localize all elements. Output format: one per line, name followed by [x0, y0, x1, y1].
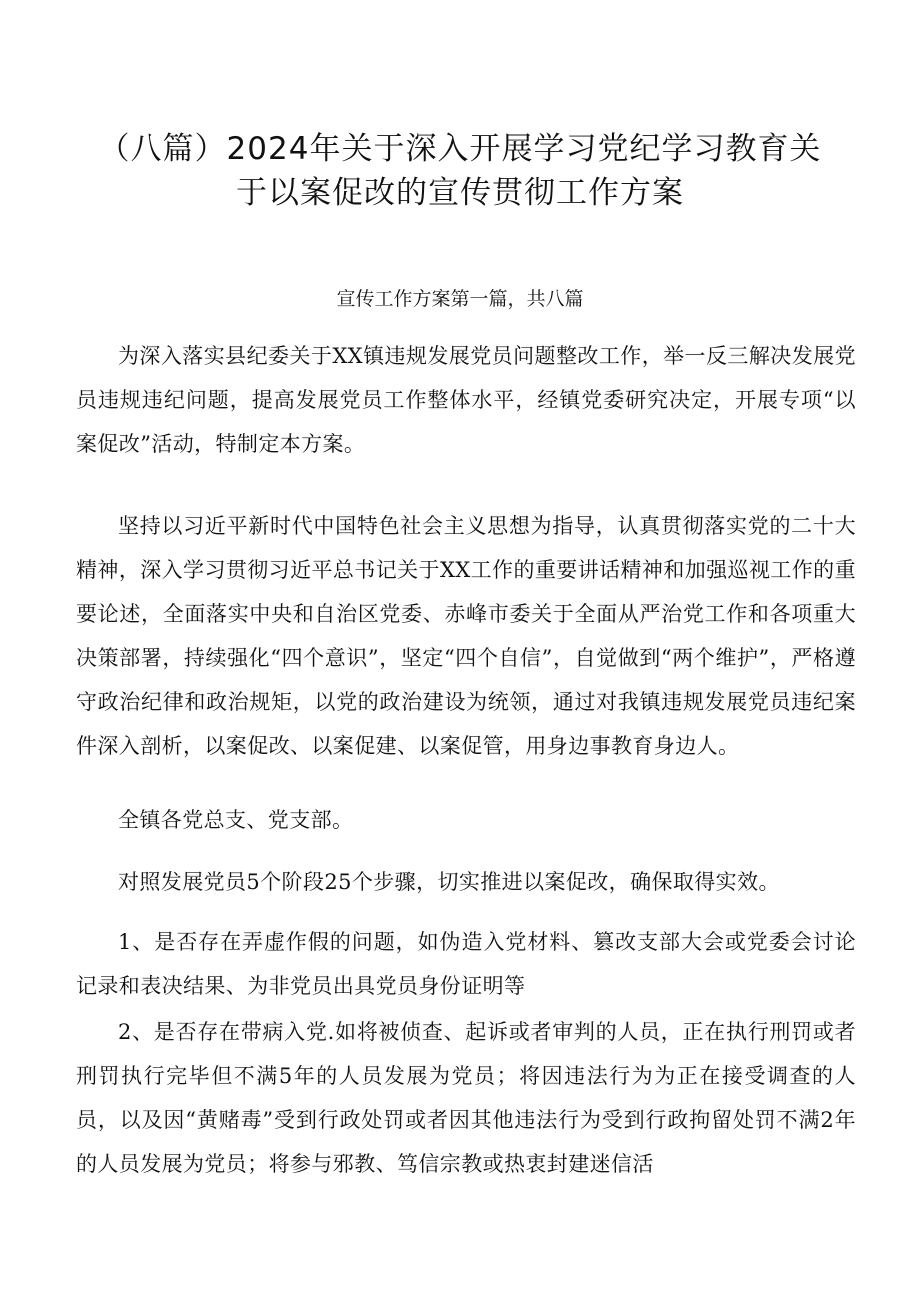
- paragraph-item-1: 1、是否存在弄虚作假的问题，如伪造入党材料、篡改支部大会或党委会讨论记录和表决结果、为非党员出具党员身份证明等: [76, 930, 856, 998]
- paragraph-guiding-ideology: 坚持以习近平新时代中国特色社会主义思想为指导，认真贯彻落实党的二十大精神，深入学习贯彻习近平总书记关于XX工作的重要讲话精神和加强巡视工作的重要论述，全面落实中央和自治区党委、赤峰市委关于全面从严治党工作和各项重大决策部署，持续强化“四个意识”，坚定“四个自信”，自觉做到“两个维护”，严格遵守政治纪律和政治规矩，以党的政治建设为统领，通过对我镇违规发展党员违纪案件深入剖析，以案促改、以案促建、以案促管，用身边事教育身边人。: [76, 514, 856, 758]
- paragraph-intro: 为深入落实县纪委关于XX镇违规发展党员问题整改工作，举一反三解决发展党员违规违纪问题，提高发展党员工作整体水平，经镇党委研究决定，开展专项“以案促改”活动，特制定本方案。: [76, 344, 856, 456]
- document-subtitle: 宣传工作方案第一篇，共八篇: [336, 288, 584, 310]
- document-title-line-2: 于以案促改的宣传贯彻工作方案: [236, 175, 684, 211]
- paragraph-scope: 全镇各党总支、党支部。: [118, 808, 354, 832]
- document-title-line-1: （八篇）2024年关于深入开展学习党纪学习教育关: [98, 131, 822, 167]
- paragraph-objective: 对照发展党员5个阶段25个步骤，切实推进以案促改，确保取得实效。: [118, 870, 780, 894]
- paragraph-item-2: 2、是否存在带病入党.如将被侦查、起诉或者审判的人员，正在执行刑罚或者刑罚执行完毕但不满5年的人员发展为党员；将因违法行为为正在接受调查的人员，以及因“黄赌毒”受到行政处罚或者因其他违法行为受到行政拘留处罚不满2年的人员发展为党员；将参与邪教、笃信宗教或热衷封建迷信活: [76, 1020, 856, 1176]
